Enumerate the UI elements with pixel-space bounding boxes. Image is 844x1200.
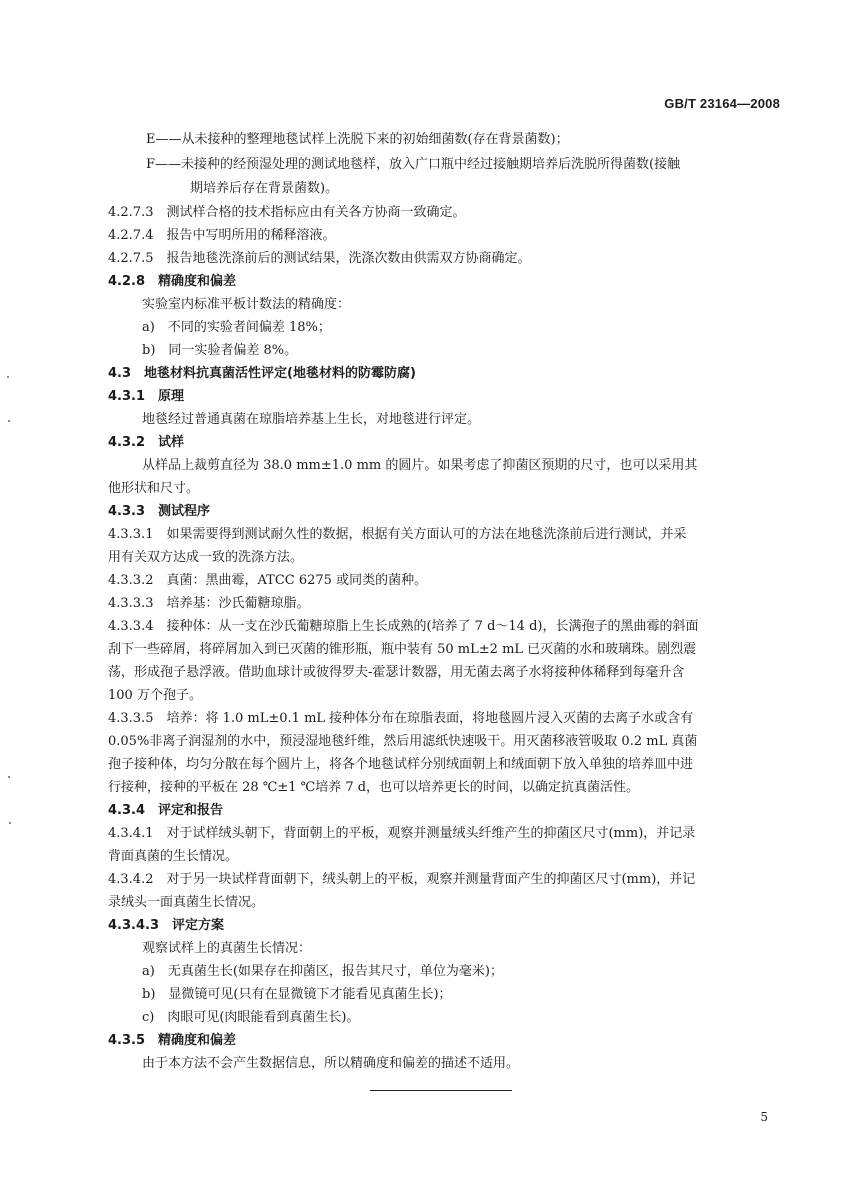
- section-heading: 4.3.4 评定和报告: [108, 803, 224, 818]
- list-item: a) 无真菌生长(如果存在抑菌区，报告其尺寸，单位为毫米)；: [142, 964, 503, 979]
- list-item: c) 肉眼可见(肉眼能看到真菌生长)。: [142, 1010, 360, 1025]
- text-line: 4.3.3.4 接种体：从一支在沙氏葡糖琼脂上生长成熟的(培养了 7 d～14 d)，长满孢子的黑曲霉的斜面: [108, 619, 699, 634]
- scan-speck: [9, 822, 11, 824]
- standard-number: GB/T 23164—2008: [664, 96, 780, 111]
- page-number: 5: [760, 1110, 768, 1124]
- scan-speck: [8, 420, 10, 422]
- section-heading: 4.2.8 精确度和偏差: [108, 274, 237, 289]
- text-line: 4.3.3.2 真菌：黑曲霉，ATCC 6275 或同类的菌种。: [108, 573, 428, 588]
- section-heading: 4.3.5 精确度和偏差: [108, 1033, 237, 1048]
- list-item: b) 显微镜可见(只有在显微镜下才能看见真菌生长)；: [142, 987, 452, 1002]
- text-line: 4.2.7.3 测试样合格的技术指标应由有关各方协商一致确定。: [108, 205, 466, 220]
- text-line: 地毯经过普通真菌在琼脂培养基上生长，对地毯进行评定。: [142, 412, 481, 427]
- text-line: F——未接种的经预湿处理的测试地毯样，放入广口瓶中经过接触期培养后洗脱所得菌数(接触: [146, 157, 681, 172]
- section-heading: 4.3.4.3 评定方案: [108, 918, 224, 933]
- text-line: 荡，形成孢子悬浮液。借助血球计或彼得罗夫-霍瑟计数器，用无菌去离子水将接种体稀释到每毫升含: [108, 665, 685, 680]
- text-line: 孢子接种体，均匀分散在每个圆片上，将各个地毯试样分别绒面朝上和绒面朝下放入单独的培养皿中进: [108, 757, 694, 772]
- text-line: 行接种，接种的平板在 28 ℃±1 ℃培养 7 d，也可以培养更长的时间，以确定抗真菌活性。: [108, 780, 640, 795]
- list-item: b) 同一实验者偏差 8%。: [142, 343, 298, 358]
- section-heading: 4.3.3 测试程序: [108, 504, 211, 519]
- end-rule: [370, 1090, 512, 1091]
- text-line: 观察试样上的真菌生长情况：: [142, 941, 312, 956]
- text-line: 4.3.4.2 对于另一块试样背面朝下，绒头朝上的平板，观察并测量背面产生的抑菌区尺寸(mm)，并记: [108, 872, 696, 887]
- text-line: 4.3.3.1 如果需要得到测试耐久性的数据，根据有关方面认可的方法在地毯洗涤前后进行测试，并采: [108, 527, 687, 542]
- section-heading: 4.3.2 试样: [108, 435, 185, 450]
- text-line: 用有关双方达成一致的洗涤方法。: [108, 550, 304, 565]
- list-item: a) 不同的实验者间偏差 18%；: [142, 320, 331, 335]
- text-line: 由于本方法不会产生数据信息，所以精确度和偏差的描述不适用。: [142, 1056, 520, 1071]
- text-line: 刮下一些碎屑，将碎屑加入到已灭菌的锥形瓶，瓶中装有 50 mL±2 mL 已灭菌的水和玻璃珠。剧烈震: [108, 642, 697, 657]
- text-line: E——从未接种的整理地毯试样上洗脱下来的初始细菌数(存在背景菌数)；: [146, 132, 569, 147]
- text-line: 4.2.7.5 报告地毯洗涤前后的测试结果，洗涤次数由供需双方协商确定。: [108, 251, 531, 266]
- section-heading: 4.3.1 原理: [108, 389, 185, 404]
- section-heading: 4.3 地毯材料抗真菌活性评定(地毯材料的防霉防腐): [108, 366, 416, 381]
- scan-speck: [7, 376, 9, 378]
- text-line: 4.3.3.5 培养：将 1.0 mL±0.1 mL 接种体分布在琼脂表面，将地毯圆片浸入灭菌的去离子水或含有: [108, 711, 694, 726]
- text-line: 4.3.4.1 对于试样绒头朝下，背面朝上的平板，观察并测量绒头纤维产生的抑菌区尺寸(mm)，并记录: [108, 826, 696, 841]
- text-line: 4.3.3.3 培养基：沙氏葡糖琼脂。: [108, 596, 310, 611]
- text-line: 录绒头一面真菌生长情况。: [108, 895, 265, 910]
- text-line: 背面真菌的生长情况。: [108, 849, 239, 864]
- text-line: 实验室内标准平板计数法的精确度：: [142, 297, 351, 312]
- scan-speck: [8, 776, 10, 778]
- text-line: 他形状和尺寸。: [108, 481, 200, 496]
- text-line: 4.2.7.4 报告中写明所用的稀释溶液。: [108, 228, 336, 243]
- text-line: 期培养后存在背景菌数)。: [190, 181, 339, 196]
- text-line: 从样品上裁剪直径为 38.0 mm±1.0 mm 的圆片。如果考虑了抑菌区预期的尺寸，也可以采用其: [142, 458, 698, 473]
- text-line: 0.05%非离子润湿剂的水中，预浸湿地毯纤维，然后用滤纸快速吸干。用灭菌移液管吸取 0.2 mL 真菌: [108, 734, 698, 749]
- text-line: 100 万个孢子。: [108, 688, 202, 703]
